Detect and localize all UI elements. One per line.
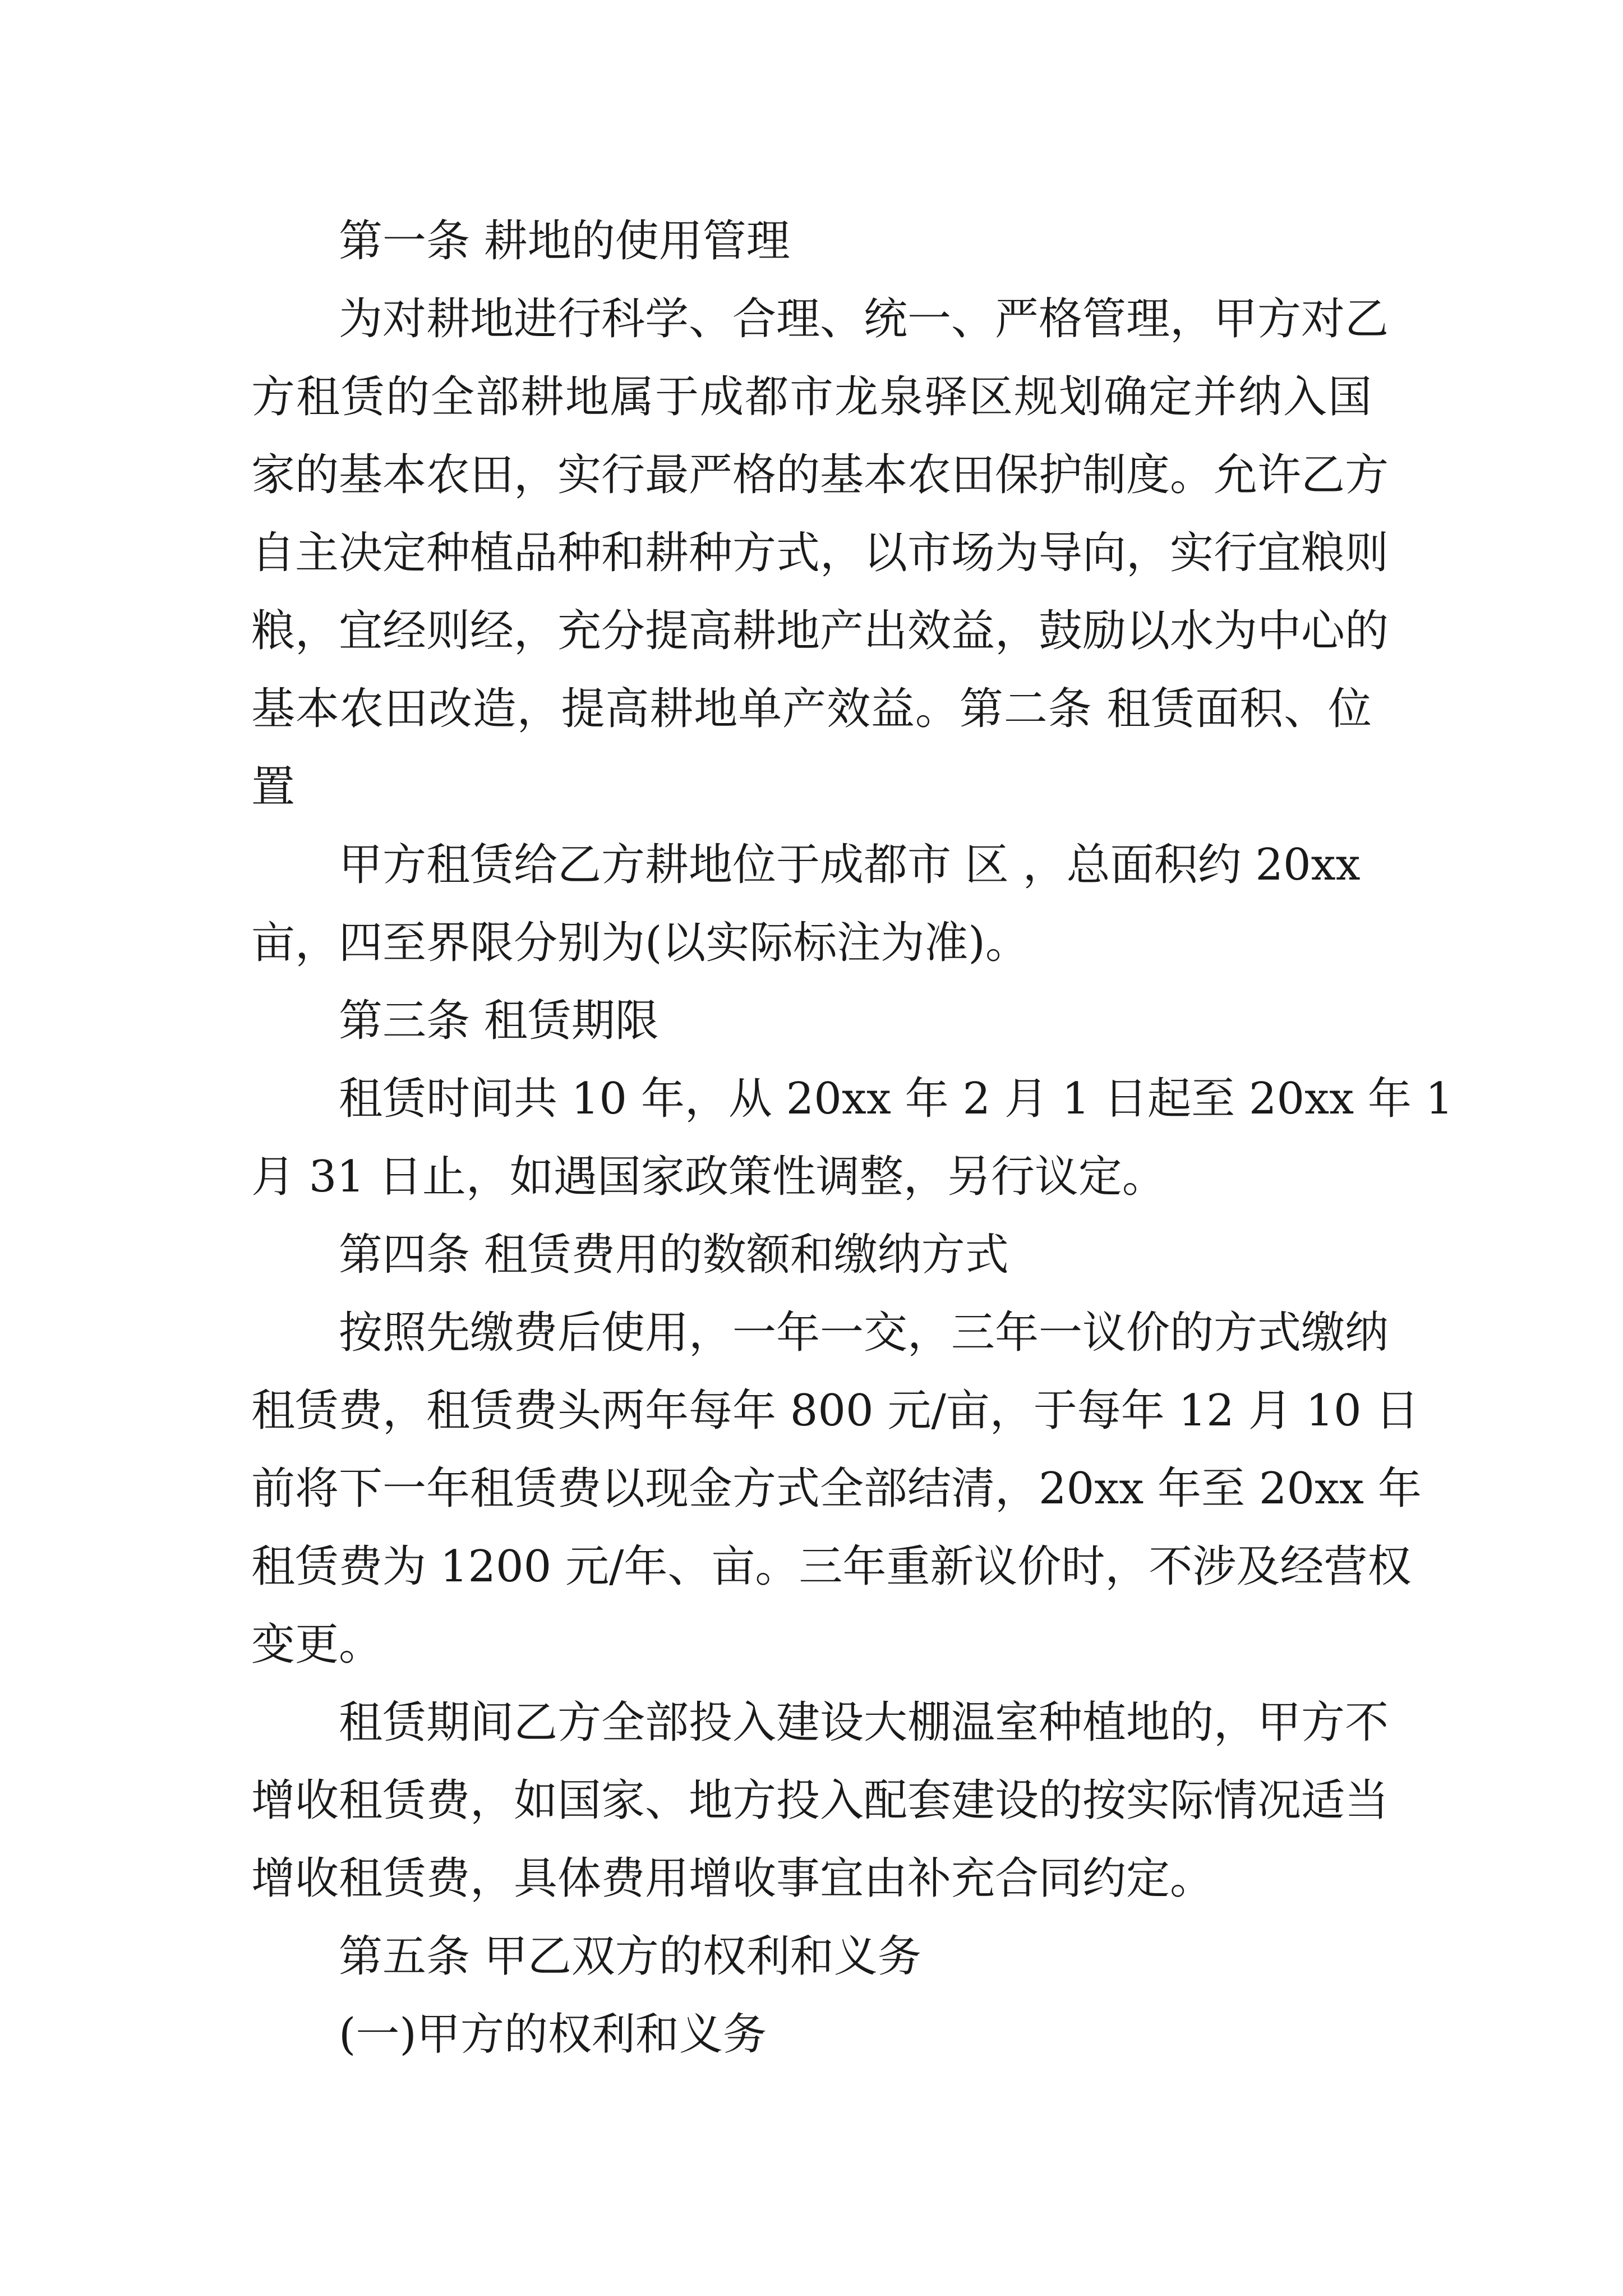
text-line: 粮，宜经则经，充分提高耕地产出效益，鼓励以水为中心的 bbox=[251, 606, 1389, 656]
text-line: 方租赁的全部耕地属于成都市龙泉驿区规划确定并纳入国 bbox=[251, 372, 1372, 422]
article-3-heading: 第三条 租赁期限 bbox=[339, 996, 659, 1046]
text-line: 租赁时间共 10 年，从 20xx 年 2 月 1 日起至 20xx 年 1 bbox=[339, 1074, 1454, 1124]
text-line: 变更。 bbox=[251, 1619, 383, 1670]
article-1-heading: 第一条 耕地的使用管理 bbox=[339, 216, 790, 266]
text-line: 租赁费为 1200 元/年、亩。三年重新议价时，不涉及经营权 bbox=[251, 1542, 1412, 1592]
text-line: 家的基本农田，实行最严格的基本农田保护制度。允许乙方 bbox=[251, 450, 1389, 500]
text-line: 前将下一年租赁费以现金方式全部结清，20xx 年至 20xx 年 bbox=[251, 1464, 1422, 1514]
text-line: 增收租赁费，具体费用增收事宜由补充合同约定。 bbox=[251, 1853, 1214, 1904]
text-line: 亩，四至界限分别为(以实际标注为准)。 bbox=[251, 918, 1029, 968]
text-line: 置 bbox=[251, 762, 296, 812]
text-line: 为对耕地进行科学、合理、统一、严格管理，甲方对乙 bbox=[339, 294, 1389, 344]
text-line: 按照先缴费后使用，一年一交，三年一议价的方式缴纳 bbox=[339, 1308, 1389, 1358]
text-line: 自主决定种植品种和耕种方式，以市场为导向，实行宜粮则 bbox=[251, 528, 1389, 578]
text-line: 增收租赁费，如国家、地方投入配套建设的按实际情况适当 bbox=[251, 1775, 1389, 1826]
article-5-heading: 第五条 甲乙双方的权利和义务 bbox=[339, 1931, 921, 1982]
text-line: 月 31 日止，如遇国家政策性调整，另行议定。 bbox=[251, 1152, 1166, 1202]
text-line: 甲方租赁给乙方耕地位于成都市 区 ，总面积约 20xx bbox=[339, 840, 1361, 890]
text-line: 基本农田改造，提高耕地单产效益。第二条 租赁面积、位 bbox=[251, 684, 1372, 734]
text-line: 租赁费，租赁费头两年每年 800 元/亩，于每年 12 月 10 日 bbox=[251, 1386, 1419, 1436]
text-line: 租赁期间乙方全部投入建设大棚温室种植地的，甲方不 bbox=[339, 1697, 1389, 1748]
subsection-heading: (一)甲方的权利和义务 bbox=[339, 2009, 767, 2060]
article-4-heading: 第四条 租赁费用的数额和缴纳方式 bbox=[339, 1230, 1009, 1280]
